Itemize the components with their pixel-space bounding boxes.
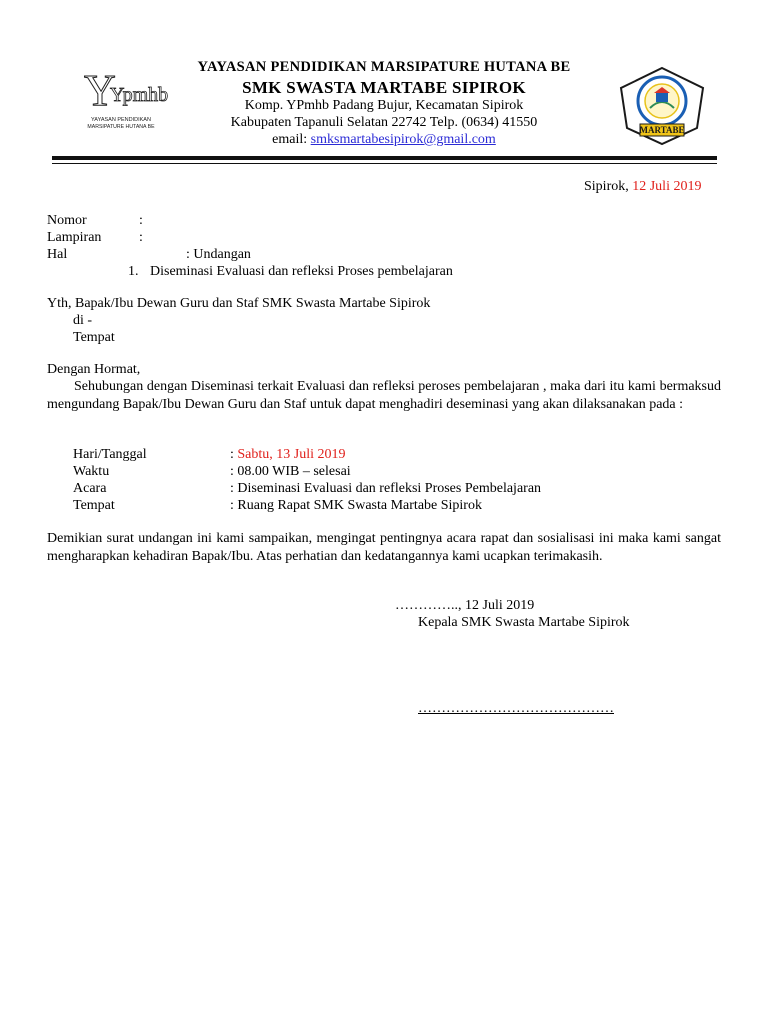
signature-name-line: …………………………………… — [418, 701, 614, 716]
foundation-name: YAYASAN PENDIDIKAN MARSIPATURE HUTANA BE — [197, 59, 571, 75]
email-label: email: — [272, 132, 311, 147]
lampiran-colon: : — [139, 230, 143, 245]
recipient-line-1: Yth, Bapak/Ibu Dewan Guru dan Staf SMK Swasta Martabe Sipirok — [47, 296, 431, 311]
detail-colon: : — [230, 498, 238, 513]
detail-colon: : — [230, 447, 238, 462]
nomor-label: Nomor — [47, 213, 87, 228]
recipient-line-3: Tempat — [73, 330, 115, 345]
detail-time-value: 08.00 WIB – selesai — [237, 464, 351, 479]
logo-mark: Ypmhb — [110, 84, 169, 106]
detail-value-place — [230, 497, 482, 514]
hal-label: Hal — [47, 247, 68, 262]
address-line-1: Komp. YPmhb Padang Bujur, Kecamatan Sipirok — [244, 98, 524, 113]
detail-colon: : — [230, 464, 238, 479]
email-link[interactable]: smksmartabesipirok@gmail.com — [310, 132, 496, 147]
detail-value-event — [230, 480, 541, 497]
signature-title: Kepala SMK Swasta Martabe Sipirok — [418, 615, 630, 630]
opening-paragraph: Sehubungan dengan Diseminasi terkait Evaluasi dan refleksi peroses pembelajaran , maka dari itu kami bermaksud mengundang Bapak/Ibu Dewan Guru dan Staf untuk dapat menghadiri deseminasi yang akan dilaksanakan pada : — [47, 379, 721, 412]
lampiran-label: Lampiran — [47, 230, 102, 245]
email-row — [0, 132, 768, 148]
logo-ribbon-text: MARTABE — [639, 125, 685, 135]
address-line-2: Kabupaten Tapanuli Selatan 22742 Telp. (0634) 41550 — [230, 115, 538, 130]
greeting: Dengan Hormat, — [47, 362, 141, 377]
place: Sipirok, — [584, 179, 633, 194]
closing-paragraph: Demikian surat undangan ini kami sampaikan, mengingat pentingnya acara rapat dan sosialisasi ini maka kami sangat mengharapkan kehadiran Bapak/Ibu. Atas perhatian dan kedatangannya kami ucapkan terimakasih. — [47, 531, 721, 564]
detail-event-value: Diseminasi Evaluasi dan refleksi Proses Pembelajaran — [237, 481, 542, 496]
logo-text-1: YAYASAN PENDIDIKAN — [91, 117, 151, 123]
detail-value-time — [230, 463, 351, 480]
hal-item-number: 1. — [128, 264, 139, 279]
svg-text:Y: Y — [84, 66, 116, 115]
nomor-colon: : — [139, 213, 143, 228]
detail-label-time: Waktu — [73, 464, 110, 479]
signature-date: ………….., 12 Juli 2019 — [395, 598, 535, 613]
detail-date-value: Sabtu, 13 Juli 2019 — [237, 447, 346, 462]
logo-text-2: MARSIPATURE HUTANA BE — [87, 124, 155, 130]
header-divider-thin — [52, 163, 717, 164]
header-divider-thick — [52, 156, 717, 160]
letter-date: 12 Juli 2019 — [632, 179, 702, 194]
detail-value-date — [230, 446, 346, 463]
detail-colon: : — [230, 481, 238, 496]
detail-label-event: Acara — [73, 481, 107, 496]
detail-place-value: Ruang Rapat SMK Swasta Martabe Sipirok — [237, 498, 482, 513]
recipient-line-2: di - — [73, 313, 93, 328]
school-name: SMK SWASTA MARTABE SIPIROK — [242, 78, 526, 97]
place-date — [584, 178, 701, 195]
hal-item-text: Diseminasi Evaluasi dan refleksi Proses pembelajaran — [150, 264, 453, 279]
detail-label-date: Hari/Tanggal — [73, 447, 147, 462]
detail-label-place: Tempat — [73, 498, 115, 513]
hal-value: : Undangan — [186, 247, 251, 262]
